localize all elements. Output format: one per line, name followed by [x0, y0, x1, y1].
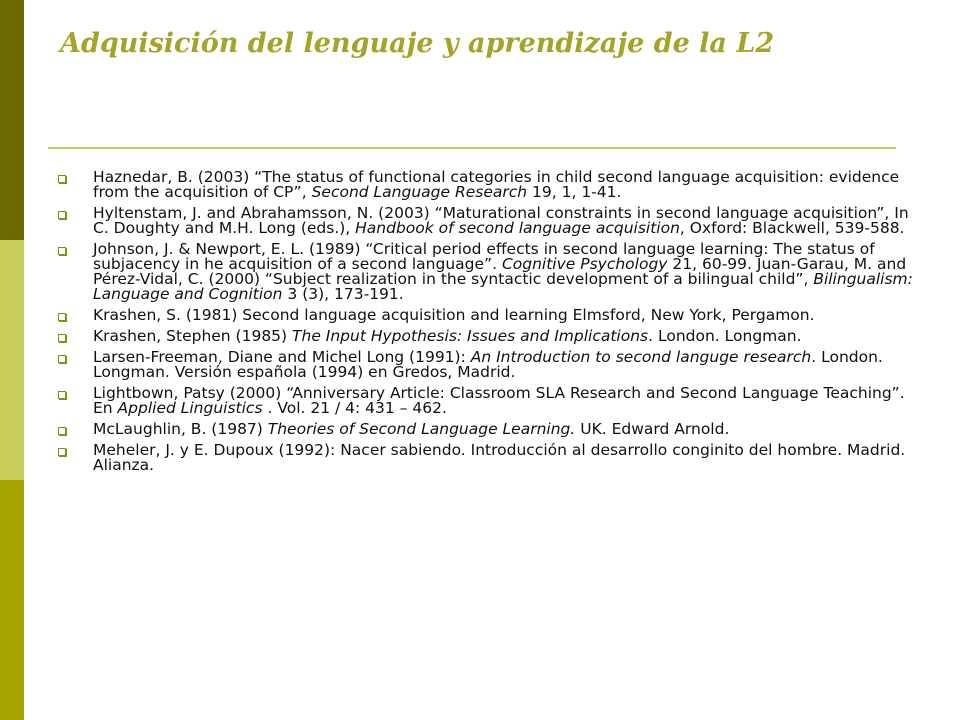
square-bullet-icon — [58, 427, 66, 435]
sidebar-segment-middle — [0, 240, 24, 480]
reference-item — [58, 350, 928, 380]
reference-title: Handbook of second language acquisition — [355, 219, 680, 237]
reference-text: Krashen, S. (1981) Second language acquisition and learning Elmsford, New York, Pergamon. — [93, 306, 815, 324]
reference-text: 19, 1, 1-41. — [527, 183, 622, 201]
title-divider — [48, 147, 896, 149]
reference-text: . London. Longman. Versión española (1994) en Gredos, Madrid. — [93, 348, 883, 381]
reference-title: Cognitive Psychology — [501, 255, 668, 273]
reference-text: 3 (3), 173-191. — [282, 285, 404, 303]
reference-text: Lightbown, Patsy (2000) “Anniversary Article: Classroom SLA Research and Second Language Teaching”. En — [93, 384, 905, 417]
reference-text: Larsen-Freeman, Diane and Michel Long (1991): — [93, 348, 471, 366]
reference-item — [58, 206, 928, 236]
reference-text: Johnson, J. & Newport, E. L. (1989) “Critical period effects in second language learning: The status of subjacency in he acquisition of a second language”. — [93, 240, 875, 273]
square-bullet-icon — [58, 175, 66, 183]
reference-title: Second Language Research — [311, 183, 528, 201]
reference-title: Bilingualism: Language and Cognition — [93, 270, 913, 303]
reference-item — [58, 170, 928, 200]
reference-text: Haznedar, B. (2003) “The status of functional categories in child second language acquisition: evidence from the acquisition of CP”, — [93, 168, 900, 201]
reference-text: Meheler, J. y E. Dupoux (1992): Nacer sabiendo. Introducción al desarrollo conginito del hombre. Madrid. Alianza. — [93, 441, 906, 474]
square-bullet-icon — [58, 211, 66, 219]
reference-text: . London. Longman. — [648, 327, 802, 345]
square-bullet-icon — [58, 391, 66, 399]
reference-item — [58, 242, 928, 302]
reference-list — [58, 170, 928, 479]
reference-text: Hyltenstam, J. and Abrahamsson, N. (2003) “Maturational constraints in second language acquisition”, In C. Doughty and M.H. Long (eds.), — [93, 204, 909, 237]
reference-title: Applied Linguistics — [117, 399, 263, 417]
reference-text: 21, 60-99. Juan-Garau, M. and Pérez-Vidal, C. (2000) “Subject realization in the syntactic development of a bilingual child”, — [93, 255, 907, 288]
square-bullet-icon — [58, 448, 66, 456]
square-bullet-icon — [58, 355, 66, 363]
reference-item — [58, 329, 928, 344]
slide-title: Adquisición del lenguaje y aprendizaje de la L2 — [60, 28, 775, 59]
sidebar-segment-bottom — [0, 480, 24, 720]
reference-item — [58, 308, 928, 323]
square-bullet-icon — [58, 313, 66, 321]
reference-title: The Input Hypothesis: Issues and Implications — [292, 327, 649, 345]
reference-item — [58, 422, 928, 437]
reference-text: UK. Edward Arnold. — [575, 420, 730, 438]
square-bullet-icon — [58, 247, 66, 255]
square-bullet-icon — [58, 334, 66, 342]
reference-item — [58, 386, 928, 416]
reference-title: An Introduction to second languge research — [470, 348, 812, 366]
reference-text: . Vol. 21 / 4: 431 – 462. — [262, 399, 447, 417]
reference-text: Krashen, Stephen (1985) — [93, 327, 293, 345]
reference-text: , Oxford: Blackwell, 539-588. — [679, 219, 905, 237]
reference-text: McLaughlin, B. (1987) — [93, 420, 268, 438]
sidebar-decoration — [0, 0, 24, 720]
sidebar-segment-top — [0, 0, 24, 240]
reference-title: Theories of Second Language Learning. — [267, 420, 576, 438]
reference-item — [58, 443, 928, 473]
